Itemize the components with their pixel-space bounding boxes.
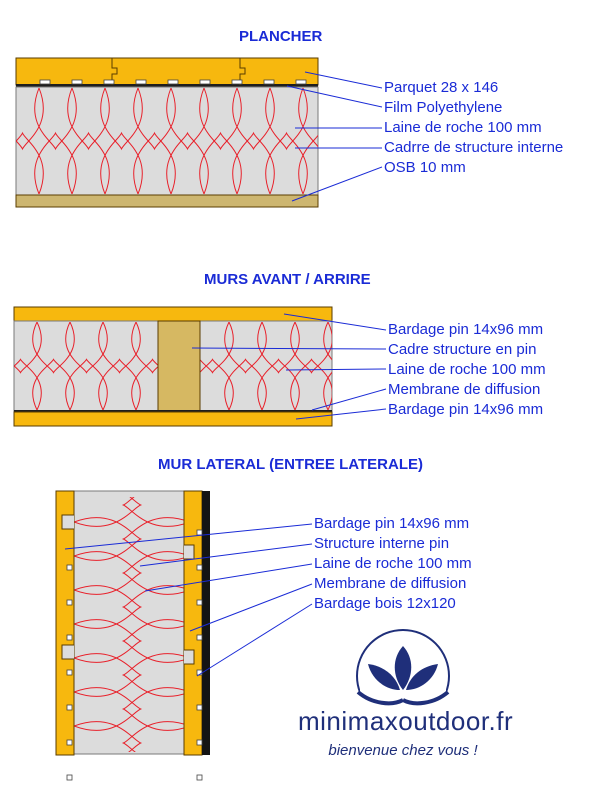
cladding-joint (184, 545, 194, 559)
label-bardage-lateral: Bardage pin 14x96 mm (314, 515, 470, 532)
label-osb: OSB 10 mm (384, 159, 466, 176)
label-parquet: Parquet 28 x 146 (384, 79, 499, 96)
plancher-title: PLANCHER (239, 28, 323, 45)
floor-film-marks (40, 80, 306, 84)
cladding-joint (184, 650, 194, 664)
film-mark (40, 80, 50, 84)
nail-mark (67, 740, 72, 745)
floor-section (2, 58, 341, 207)
cladding-joint (62, 645, 74, 659)
wall-bottom-cladding (14, 412, 332, 426)
nail-mark (67, 600, 72, 605)
film-mark (200, 80, 210, 84)
label-cadre-wall: Cadre structure en pin (388, 341, 537, 358)
wall-section (0, 307, 365, 426)
wall-pine-stud (158, 321, 200, 411)
nail-mark (197, 600, 202, 605)
nail-mark (197, 565, 202, 570)
nail-mark (67, 565, 72, 570)
leader-bardage-bois (197, 604, 312, 676)
nail-mark (67, 670, 72, 675)
label-bardage-top: Bardage pin 14x96 mm (388, 321, 544, 338)
film-mark (232, 80, 242, 84)
nail-mark (67, 705, 72, 710)
label-film: Film Polyethylene (384, 99, 503, 116)
label-membrane-wall: Membrane de diffusion (388, 381, 541, 398)
brand-tagline: bienvenue chez vous ! (328, 742, 478, 759)
film-mark (136, 80, 146, 84)
label-bardage-bois: Bardage bois 12x120 (314, 595, 456, 612)
label-membrane-lateral: Membrane de diffusion (314, 575, 467, 592)
nail-mark (197, 705, 202, 710)
nail-mark (197, 635, 202, 640)
nail-mark (67, 775, 72, 780)
nail-mark (67, 635, 72, 640)
brand-name: minimaxoutdoor.fr (298, 706, 514, 736)
label-cadre-floor: Cadrre de structure interne (384, 139, 564, 156)
lateral-black-membrane (202, 491, 210, 755)
nail-mark (197, 740, 202, 745)
lateral-insulation-layer (74, 491, 190, 754)
nail-mark (197, 530, 202, 535)
floor-osb-layer (16, 195, 318, 207)
film-mark (264, 80, 274, 84)
label-laine-floor: Laine de roche 100 mm (384, 119, 542, 136)
nail-mark (197, 775, 202, 780)
lateral-title: MUR LATERAL (ENTREE LATERALE) (158, 456, 423, 473)
label-bardage-bottom: Bardage pin 14x96 mm (388, 401, 544, 418)
film-mark (104, 80, 114, 84)
film-mark (296, 80, 306, 84)
lateral-section (56, 484, 210, 799)
murs-title: MURS AVANT / ARRIRE (204, 271, 371, 288)
lateral-left-cladding (56, 491, 74, 755)
wall-insulation-left (14, 321, 158, 411)
label-laine-wall: Laine de roche 100 mm (388, 361, 546, 378)
label-laine-lateral: Laine de roche 100 mm (314, 555, 472, 572)
cladding-joint (62, 515, 74, 529)
film-mark (168, 80, 178, 84)
film-mark (72, 80, 82, 84)
label-structure-lateral: Structure interne pin (314, 535, 450, 552)
